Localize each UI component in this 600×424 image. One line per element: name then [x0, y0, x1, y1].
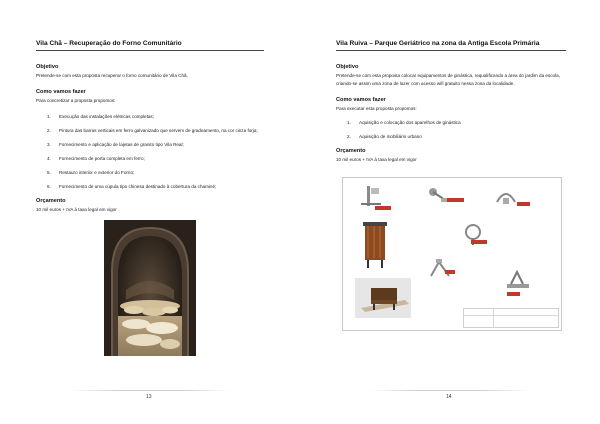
objective-text-line: Pretende-se com esta proposta colocar equipamentos de ginástica, requalificando a área do jardim da escola,	[336, 73, 560, 78]
list-item-text: Pintura das barras verticais em ferro galvanizado que servem de gradeamento, na cor cinza forja;	[59, 128, 258, 133]
objective-text-line: criando-se assim uma zona de lazer com acesso wifi gratuito nessa zona da localidade.	[336, 81, 515, 86]
equipment-tag	[517, 202, 530, 206]
list-item-text: Execução das instalações elétricas completas;	[59, 114, 154, 119]
litter-bin-icon	[361, 222, 389, 268]
list-item-number: 6.	[47, 184, 51, 189]
page-number: 13	[146, 394, 152, 400]
how-heading: Como vamos fazer	[36, 89, 86, 95]
list-item-text: Fornecimento e aplicação de lajetas de granito tipo Vila Real;	[59, 142, 184, 147]
objective-heading: Objetivo	[36, 64, 59, 70]
list-item-number: 2.	[347, 134, 351, 139]
budget-text: 10 mil euros + IVA à taxa legal em vigor	[336, 157, 417, 162]
list-item-number: 3.	[47, 142, 51, 147]
title-divider	[36, 50, 264, 51]
page-number: 14	[446, 394, 452, 400]
objective-heading: Objetivo	[336, 64, 359, 70]
list-item-text: Aquisição de mobiliário urbano	[359, 134, 422, 139]
objective-text: Pretende-se com esta proposta recuperar o forno comunitário de Vila Chã.	[36, 73, 188, 78]
gym-machine-icon	[493, 184, 519, 206]
gym-machine-icon	[427, 256, 453, 278]
budget-heading: Orçamento	[336, 148, 366, 154]
equipment-tag	[507, 292, 520, 296]
equipment-tag	[445, 270, 455, 274]
footer-divider	[70, 390, 230, 391]
page-title: Vila Chã – Recuperação do Forno Comunitário	[36, 40, 182, 47]
budget-heading: Orçamento	[36, 198, 66, 204]
gym-equipment-sheet	[342, 177, 562, 331]
gym-machine-icon	[503, 266, 533, 292]
list-item-text: Fornecimento de porta completa em ferro;	[59, 156, 145, 161]
right-page	[300, 0, 600, 424]
title-block-line	[463, 315, 559, 316]
title-divider	[336, 50, 566, 51]
how-intro: Para executar esta proposta propomos:	[336, 106, 417, 111]
equipment-tag	[471, 240, 487, 244]
list-item-number: 1.	[47, 114, 51, 119]
bench-render-icon	[355, 278, 411, 318]
title-block	[463, 308, 559, 328]
page-title: Vila Ruiva – Parque Geriátrico na zona da Antiga Escola Primária	[336, 40, 540, 47]
list-item-number: 1.	[347, 120, 351, 125]
how-heading: Como vamos fazer	[336, 97, 386, 103]
list-item-text: Fornecimento de uma cúpula tipo chinesa destinado à cobertura da chaminé;	[59, 184, 217, 189]
sheet-caption	[353, 270, 354, 273]
list-item-text: Restauro interior e exterior do Forno;	[59, 170, 135, 175]
gym-machine-icon	[425, 184, 451, 206]
list-item-number: 5.	[47, 170, 51, 175]
oven-photo	[104, 220, 196, 356]
list-item-number: 2.	[47, 128, 51, 133]
equipment-tag	[447, 198, 464, 202]
list-item-number: 4.	[47, 156, 51, 161]
title-block-line	[493, 308, 494, 328]
how-intro: Para concretizar a proposta propomos:	[36, 98, 116, 103]
bakery-oven-photo	[104, 220, 196, 356]
budget-text: 10 mil euros + IVA à taxa legal em vigor	[36, 207, 117, 212]
equipment-tag	[375, 206, 391, 210]
footer-divider	[370, 390, 530, 391]
gym-machine-icon	[357, 184, 385, 208]
list-item-text: Aquisição e colocação dos aparelhos de ginástica	[359, 120, 461, 125]
